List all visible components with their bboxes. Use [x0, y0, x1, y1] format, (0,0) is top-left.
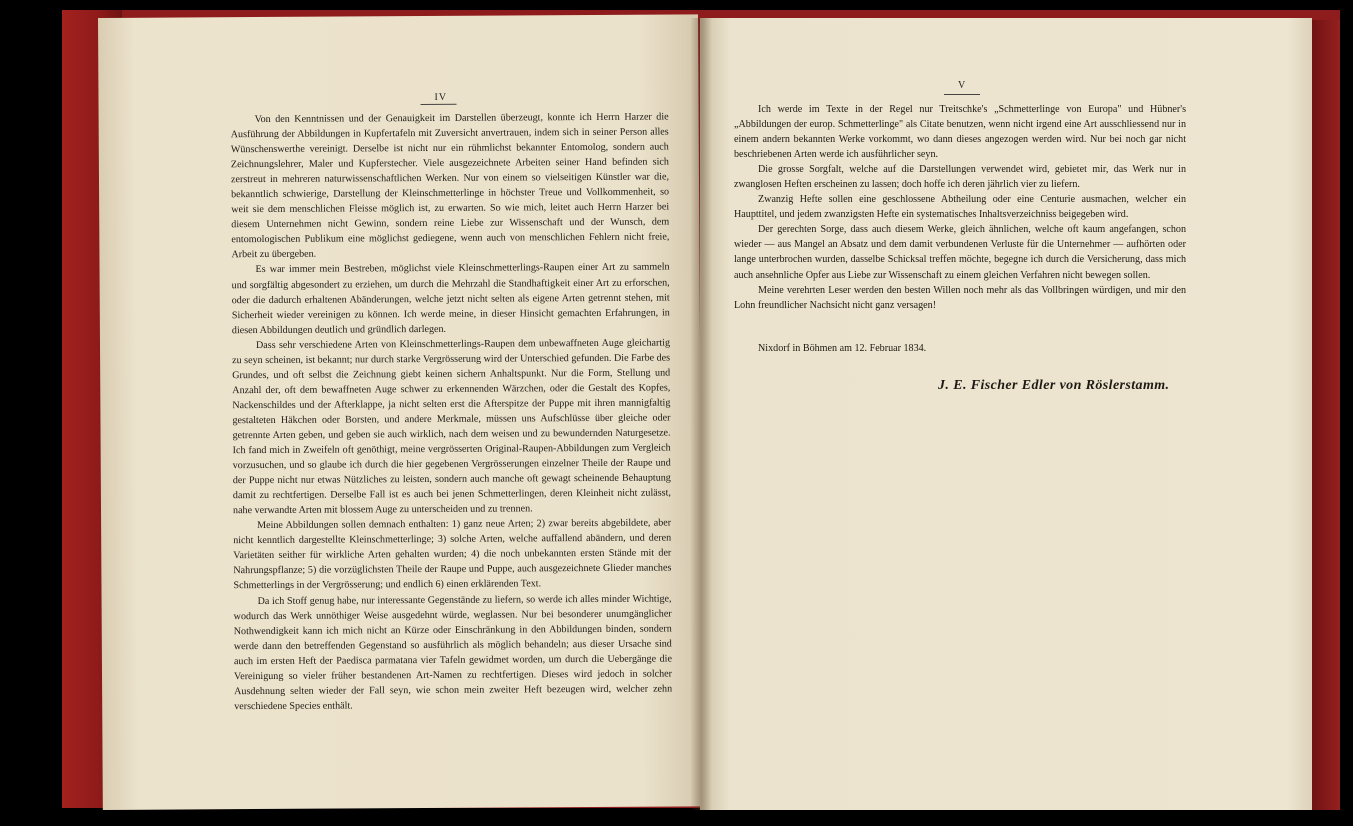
right-paragraph-2: Die grosse Sorgfalt, welche auf die Darstellungen verwendet wird, gebietet mir, das Werk nur in zwanglosen Heften erscheinen zu lassen; doch hoffe ich deren jährlich vier zu liefern. — [734, 164, 1186, 191]
right-page — [700, 18, 1312, 810]
right-page-body — [734, 102, 1186, 313]
right-paragraph-5: Meine verehrten Leser werden den besten Willen noch mehr als das Vollbringen würdigen, und mir den Lohn freundlicher Nachsicht nicht ganz versagen! — [734, 284, 1186, 311]
right-paragraph-4: Der gerechten Sorge, dass auch diesem Werke, gleich ähnlichen, welche oft kaum angefangen, schon wieder — aus Mangel an Absatz und dem damit verbundenen Verluste für die Unternehmer — aufhörten oder lange unterbrochen wurden, dasselbe Schicksal treffen möchte, begegne ich durch die Versicherung, dass mich auch ansehnliche Opfer aus Liebe zur Wissenschaft zu einem gleichen Verfahren nicht bewegen sollen. — [734, 224, 1186, 281]
right-paragraph-1: Ich werde im Texte in der Regel nur Treitschke's „Schmetterlinge von Europa" und Hübner's „Abbildungen der europ. Schmetterlinge" als Citate benutzen, wenn nicht irgend eine Art ausschliessend nur in einem andern bekannten Werke vorkommt, wo dann dieses angezogen werden wird. Nur bei noch gar nicht beschriebenen Arten werde ich ausführlicher seyn. — [734, 104, 1186, 161]
left-paragraph-2: Es war immer mein Bestreben, möglichst viele Kleinschmetterlings-Raupen einer Art zu sammeln und sorgfältig abgesondert zu erziehen, um durch die Mehrzahl die Standhaftigkeit einer Art zu erforschen, oder die dadurch erhaltenen Abänderungen, welche jetzt nicht selten als eigene Arten getrennt stehen, mit Sicherheit wieder vereinigen zu können. Ich werde meine, in dieser Hinsicht gemachten Erfahrungen, in diesen Abbildungen deutlich und gründlich darlegen. — [231, 261, 670, 336]
left-paragraph-3: Dass sehr verschiedene Arten von Kleinschmetterlings-Raupen dem unbewaffneten Auge gleichartig zu seyn scheinen, ist bekannt; nur durch starke Vergrösserung wird der Unterschied gefunden. Die Farbe des Grundes, und oft selbst die Zeichnung giebt keinen sichern Anhaltspunkt. Nur die Form, Stellung und Anzahl der, oft dem bewaffneten Auge schwer zu erkennenden Wärzchen, oder die Gestalt des Kopfes, Nackenschildes und der Afterklappe, ja nicht selten erst die Afterspitze der Puppe mit ihren mannigfaltig gestalteten Häkchen oder Borsten, und andere Merkmale, müssen uns Aufschlüsse über gleiche oder getrennte Arten geben, und geben sie auch wirklich, nach dem weisen und zu bewundernden Naturgesetze. Ich fand mich in Zweifeln oft genöthigt, meine vergrösserten Original-Raupen-Abbildungen zum Vergleich vorzusuchen, und so glaube ich durch die hier gegebenen Vergrösserungen einzelner Theile der Raupe und der Puppe nicht nur etwas Nützliches zu leisten, sondern auch manche oft gewagt scheinende Behauptung damit zu rechtfertigen. Derselbe Fall ist es auch bei jenen Schmetterlingen, deren Kleinheit nicht zulässt, nahe verwandte Arten mit blossem Auge zu unterscheiden und zu trennen. — [232, 337, 671, 517]
right-cover-edge — [1310, 20, 1340, 810]
place-and-date: Nixdorf in Böhmen am 12. Februar 1834. — [758, 343, 927, 354]
left-page-number: IV — [434, 91, 448, 103]
left-paragraph-4: Meine Abbildungen sollen demnach enthalten: 1) ganz neue Arten; 2) zwar bereits abgebildete, aber nicht kenntlich dargestellte Kleinschmetterlinge; 3) solche Arten, welche auffallend abändern, und deren Varietäten seither für wirkliche Arten gehalten wurden; 4) die noch unbekannten ersten Stände mit der Nahrungspflanze; 5) die vorzüglichsten Theile der Raupe und Puppe, auch ausgezeichnete Glieder manches Schmetterlings in der Vergrösserung; und endlich 6) einen erklärenden Text. — [233, 517, 672, 592]
right-paragraph-3: Zwanzig Hefte sollen eine geschlossene Abtheilung oder eine Centurie ausmachen, welcher ein Haupttitel, und jedem zwanzigsten Hefte ein systematisches Inhaltsverzeichniss beigegeben wird. — [734, 194, 1186, 221]
right-page-number: V — [958, 80, 967, 91]
left-page — [98, 14, 703, 810]
author-signature: J. E. Fischer Edler von Röslerstamm. — [938, 378, 1170, 393]
left-page-body — [231, 110, 673, 715]
left-page-number-rule — [421, 104, 457, 105]
left-paragraph-5: Da ich Stoff genug habe, nur interessante Gegenstände zu liefern, so werde ich alles minder Wichtige, wodurch das Werk unnöthiger Weise ausgedehnt würde, weglassen. Nur bei besonderer unumgänglicher Nothwendigkeit kann ich mich nicht an Kürze oder Einschränkung in den Abbildungen binden, sondern werde dann den betreffenden Gegenstand so ausführlich als möglich behandeln; aus dieser Ursache sind auch im ersten Heft der Paedisca parmatana vier Tafeln gewidmet worden, um durch die Uebergänge die Vereinigung so vieler früher bestandenen Art-Namen zu rechtfertigen. Dieses wird jedoch in solcher Ausdehnung selten wieder der Fall seyn, wie schon mein zweiter Heft bezeugen wird, welcher zehn verschiedene Species enthält. — [233, 593, 673, 713]
book-gutter — [690, 18, 712, 810]
left-paragraph-1: Von den Kenntnissen und der Genauigkeit im Darstellen überzeugt, konnte ich Herrn Harzer die Ausführung der Abbildungen in Kupfertafeln mit Zuversicht anvertrauen, indem sich in seiner Person alles Wünschenswerthe vereinigt. Derselbe ist nicht nur ein rühmlichst bekannter Entomolog, sondern auch Zeichnungslehrer, Maler und Kupferstecher. Viele ausgezeichnete Arbeiten seiner Hand befinden sich zerstreut in mehreren naturwissenschaftlichen Werken. Nur von einem so vielseitigen Künstler war die, bekanntlich schwierige, Darstellung der Kleinschmetterlinge in höchster Treue und Vollkommenheit, so weit sie dem menschlichen Fleisse möglich ist, zu erwarten. So wie mich, leitet auch Herrn Harzer bei diesem Unternehmen nicht Gewinn, sondern reine Liebe zur Wissenschaft und der Wunsch, dem entomologischen Publikum eine möglichst gediegene, wenn auch von menschlichen Fehlern nicht freie, Arbeit zu übergeben. — [230, 111, 670, 261]
right-page-number-rule — [944, 94, 980, 95]
